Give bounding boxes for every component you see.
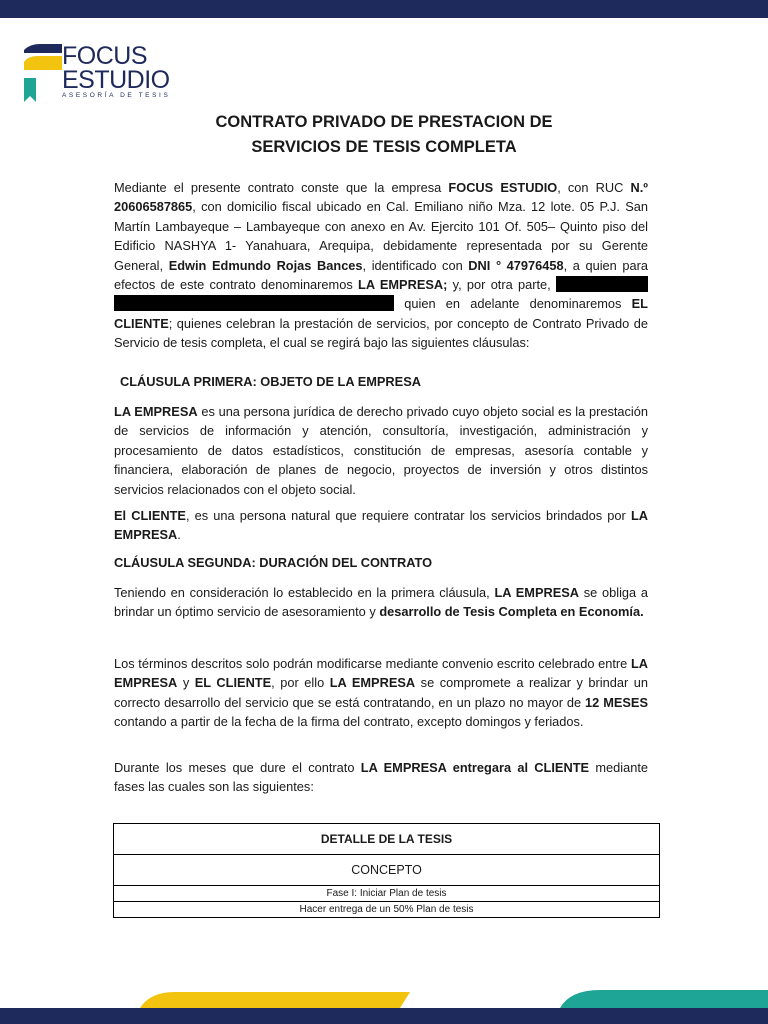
text: . xyxy=(640,604,644,620)
clause-2-paragraph-3 xyxy=(114,758,648,797)
la-empresa-term: LA EMPRESA; xyxy=(358,277,448,293)
bold-term: LA EMPRESA entregara al CLIENTE xyxy=(360,760,590,775)
text: , identificado con xyxy=(362,257,469,273)
logo-tagline: ASESORÍA DE TESIS xyxy=(62,92,171,99)
ruc-label: N.º xyxy=(630,180,648,195)
text: y xyxy=(177,675,195,691)
logo-line-2: ESTUDIO xyxy=(62,66,170,94)
text: y, por otra parte, xyxy=(447,277,556,293)
logo-mark-icon xyxy=(22,44,62,104)
text: Durante los meses que dure el contrato xyxy=(114,760,361,775)
logo-wordmark xyxy=(62,44,170,92)
document-title xyxy=(0,110,768,160)
text: , con domicilio fiscal ubicado en Cal. Emiliano niño Mza. 12 lote. 05 P.J. San Martín Lambayeque – Lambayeque con anexo en Av. Ejercito 101 Of. 505– Quinto piso del Edificio NASHYA 1- Yanahuara, Arequipa, debidamente representada por su Gerente General, xyxy=(114,199,648,273)
clause-2-paragraph-1 xyxy=(114,583,648,622)
thesis-detail-table xyxy=(113,823,660,918)
text: es una persona jurídica de derecho privado cuyo objeto social es la prestación de servicios de información y atención, consultoría, investigación, administración y procesamiento de datos estadísticos, constitución de empresas, asesoría contable y financiera, elaboración de planes de negocio, proyectos de inversión y otros distintos servicios relacionados con el objeto social. xyxy=(114,404,648,497)
bold-term: El CLIENTE xyxy=(114,508,186,523)
text: , por ello xyxy=(271,675,330,691)
bold-term: desarrollo de Tesis Completa en Economía xyxy=(379,604,641,620)
intro-paragraph xyxy=(114,178,648,353)
bold-term: 12 MESES xyxy=(585,694,649,710)
text: se obliga a brindar un óptimo servicio de asesoramiento y xyxy=(114,585,648,620)
table-row: Fase I: Iniciar Plan de tesis xyxy=(114,886,660,902)
el-cliente-term: EL CLIENTE xyxy=(114,296,648,331)
ruc-number: 20606587865 xyxy=(114,199,193,215)
redacted-block xyxy=(556,276,648,292)
text: , a quien para efectos de este contrato denominaremos xyxy=(114,257,648,293)
bold-term: LA EMPRESA xyxy=(114,508,648,543)
company-name: FOCUS ESTUDIO xyxy=(448,180,558,195)
bold-term: LA EMPRESA xyxy=(494,585,580,600)
text: quien en adelante denominaremos xyxy=(394,296,632,312)
clause-1-heading: CLÁUSULA PRIMERA: OBJETO DE LA EMPRESA xyxy=(120,374,421,389)
text: , con RUC xyxy=(557,180,631,195)
clause-1-paragraph-1 xyxy=(114,402,648,499)
footer-stripes xyxy=(0,986,768,1024)
table-header: DETALLE DE LA TESIS xyxy=(114,824,660,855)
bold-term: LA EMPRESA xyxy=(114,404,198,419)
clause-1-paragraph-2 xyxy=(114,506,648,545)
text: Mediante el presente contrato conste que la empresa xyxy=(114,180,449,195)
clause-2-paragraph-2 xyxy=(114,654,648,732)
text: Los términos descritos solo podrán modificarse mediante convenio escrito celebrado entre xyxy=(114,656,631,671)
bold-term: LA EMPRESA xyxy=(329,675,416,691)
text: Teniendo en consideración lo establecido en la primera cláusula, xyxy=(114,585,495,600)
manager-name: Edwin Edmundo Rojas Bances xyxy=(168,257,363,273)
text: . xyxy=(177,527,181,543)
table-row: Hacer entrega de un 50% Plan de tesis xyxy=(114,902,660,918)
logo-line-1: FOCUS xyxy=(62,42,147,70)
title-line-1: CONTRATO PRIVADO DE PRESTACION DE xyxy=(215,113,553,131)
bold-term: EL CLIENTE xyxy=(194,675,272,691)
redacted-block xyxy=(114,295,394,311)
title-line-2: SERVICIOS DE TESIS COMPLETA xyxy=(251,138,517,156)
clause-2-heading: CLÁUSULA SEGUNDA: DURACIÓN DEL CONTRATO xyxy=(114,555,433,570)
text: ; quienes celebran la prestación de servicios, por concepto de Contrato Privado de Servicio de tesis completa, el cual se regirá bajo las siguientes cláusulas: xyxy=(114,315,648,351)
text: , es una persona natural que requiere contratar los servicios brindados por xyxy=(185,508,631,523)
focus-estudio-logo xyxy=(22,44,182,104)
top-banner-bar xyxy=(0,0,768,18)
text: se compromete a realizar y brindar un correcto desarrollo del servicio que se está contratando, en un plazo no mayor de xyxy=(114,675,649,710)
bold-term: LA EMPRESA xyxy=(114,656,648,691)
manager-dni: DNI ° 47976458 xyxy=(468,257,564,273)
table-subheader: CONCEPTO xyxy=(114,855,660,886)
text: contando a partir de la fecha de la firma del contrato, excepto domingos y feriados. xyxy=(114,714,584,730)
text: mediante fases las cuales son las siguientes: xyxy=(114,760,648,795)
